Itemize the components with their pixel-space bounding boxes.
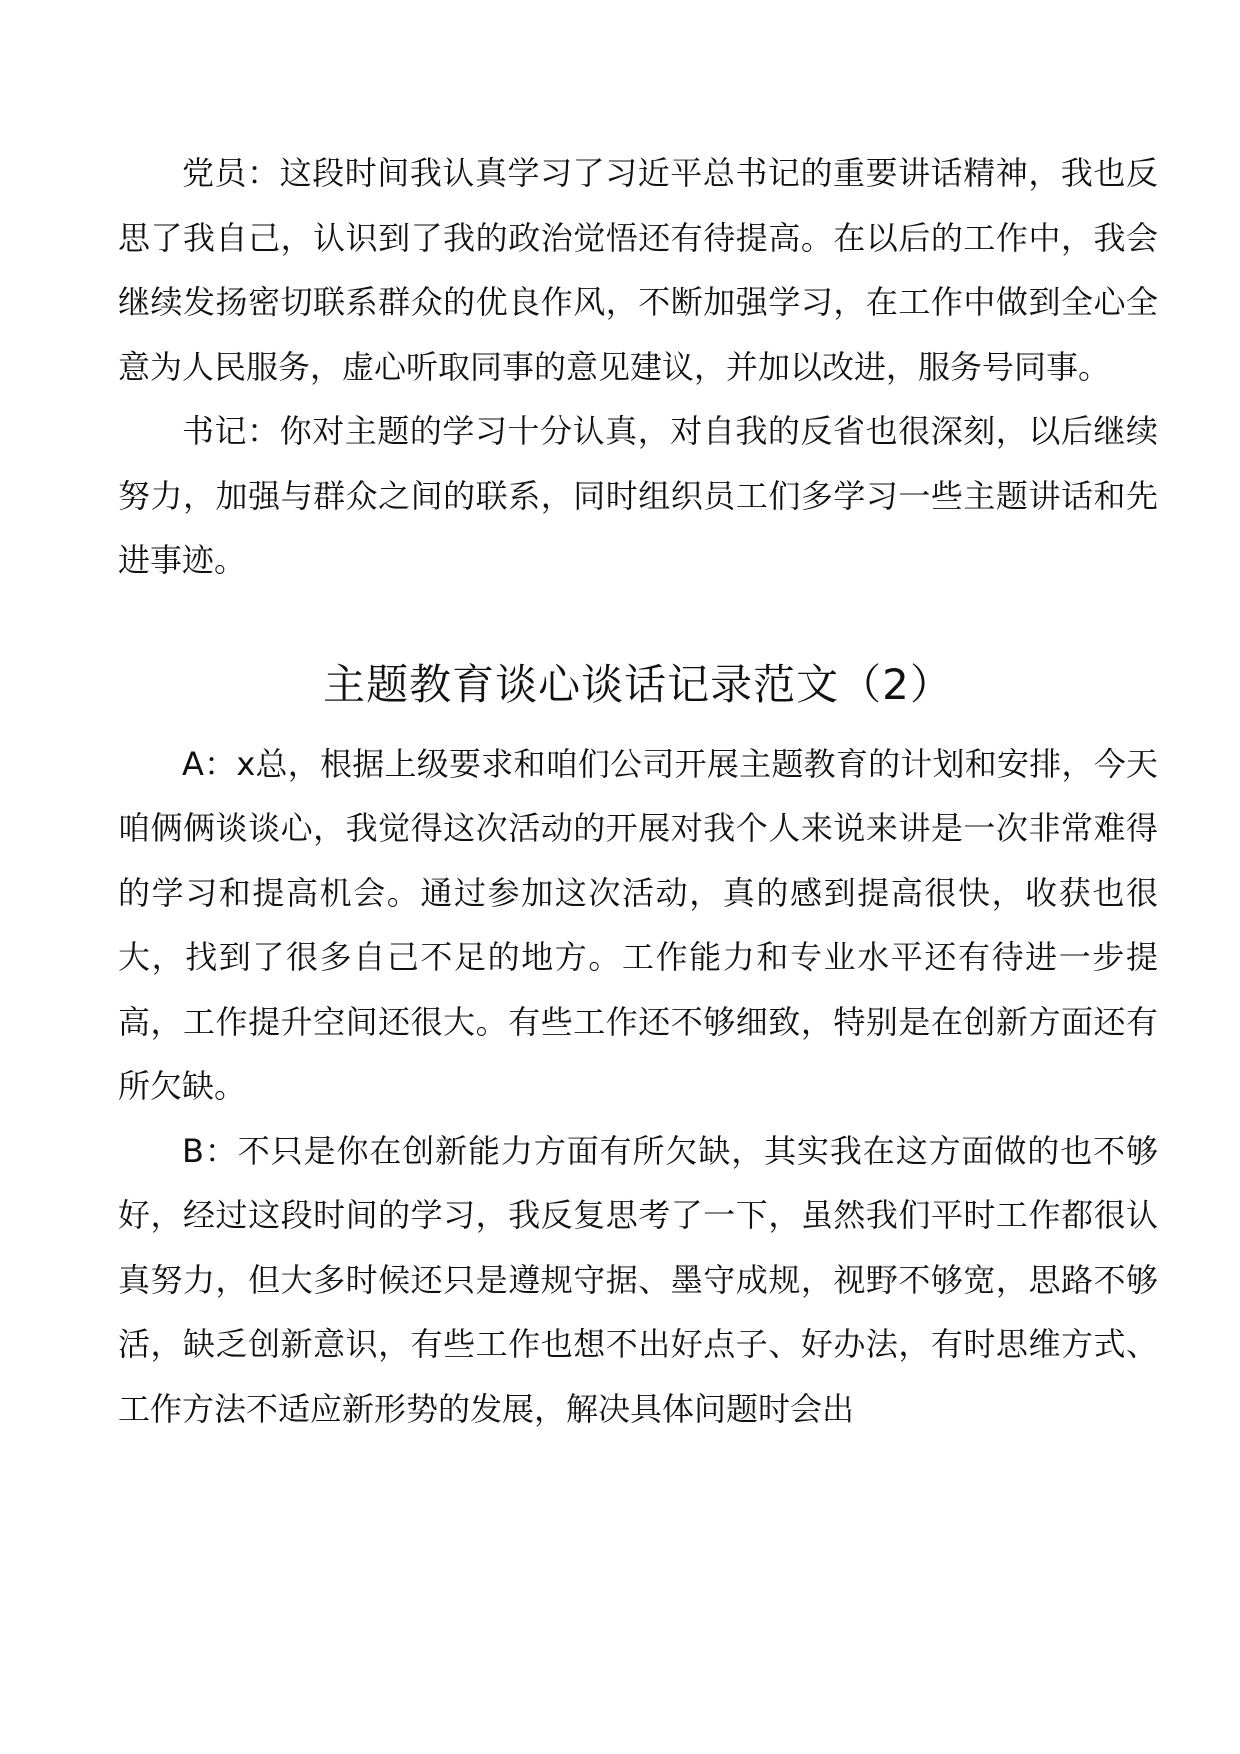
paragraph-secretary: 书记：你对主题的学习十分认真，对自我的反省也很深刻，以后继续努力，加强与群众之间的联系，同时组织员工们多学习一些主题讲话和先进事迹。 — [118, 412, 1158, 579]
paragraph-speaker-a: A：x总，根据上级要求和咱们公司开展主题教育的计划和安排，今天咱俩俩谈谈心，我觉得这次活动的开展对我个人来说来讲是一次非常难得的学习和提高机会。通过参加这次活动，真的感到提高很快，收获也很大，找到了很多自己不足的地方。工作能力和专业水平还有待进一步提高，工作提升空间还很大。有些工作还不够细致，特别是在创新方面还有所欠缺。 — [118, 744, 1158, 1105]
paragraph-party-member: 党员：这段时间我认真学习了习近平总书记的重要讲话精神，我也反思了我自己，认识到了我的政治觉悟还有待提高。在以后的工作中，我会继续发扬密切联系群众的优良作风，不断加强学习，在工作中做到全心全意为人民服务，虚心听取同事的意见建议，并加以改进，服务号同事。 — [118, 154, 1158, 386]
paragraph-speaker-b: B：不只是你在创新能力方面有所欠缺，其实我在这方面做的也不够好，经过这段时间的学习，我反复思考了一下，虽然我们平时工作都很认真努力，但大多时候还只是遵规守据、墨守成规，视野不够宽，思路不够活，缺乏创新意识，有些工作也想不出好点子、好办法，有时思维方式、工作方法不适应新形势的发展，解决具体问题时会出 — [118, 1131, 1158, 1428]
document-body — [118, 141, 1158, 1441]
section-title: 主题教育谈心谈话记录范文（2） — [323, 659, 953, 709]
